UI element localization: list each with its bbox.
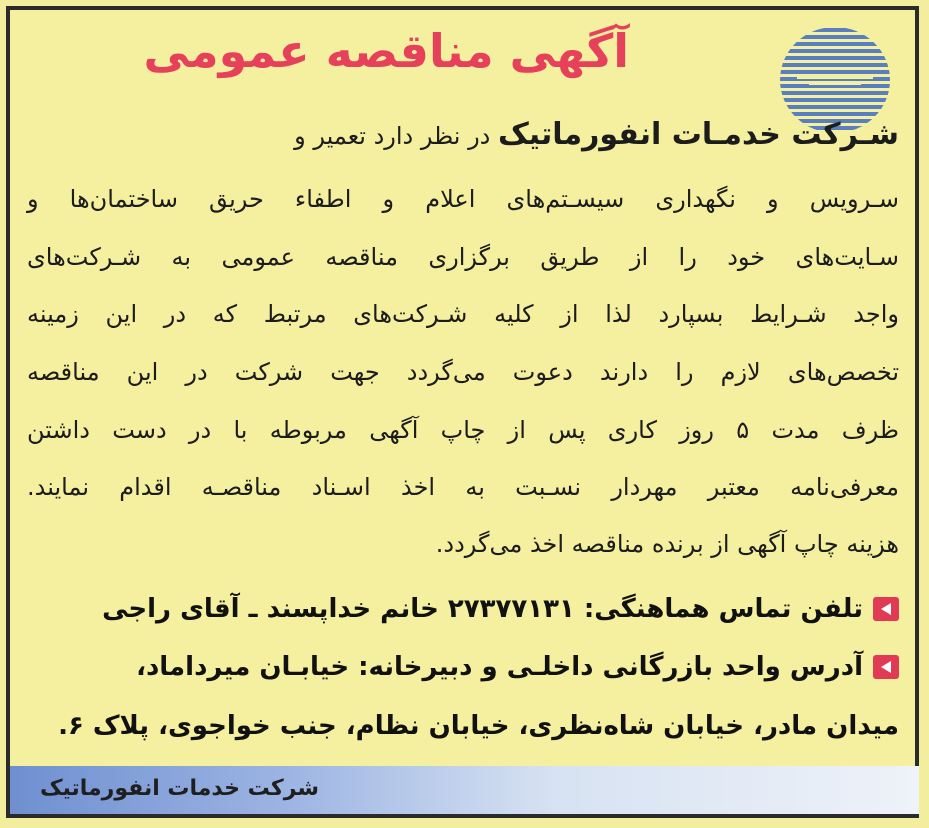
arrow-bullet-icon [873,655,899,679]
logo-stripe [779,56,891,60]
body-line-7: معرفی‌نامه معتبر مهردار نسـبت به اخذ اسـناد مناقصـه اقدام نمایند. [27,473,899,501]
logo-stripe [779,42,891,46]
logo-stripe [779,98,891,102]
company-name: شـرکت خدمـات انفورماتیک [498,117,899,152]
body-line-1-rest: در نظر دارد تعمیر و [294,122,498,150]
body-line-4: واجد شـرایط بسپارد لذا از کلیه شـرکت‌های مرتبط که در این زمینه [27,300,899,328]
contact-address-line-2 [27,711,899,741]
arrow-bullet-icon [873,597,899,621]
body-line-8: هزینه چاپ آگهی از برنده مناقصه اخذ می‌گردد. [435,530,899,558]
logo-stripe [779,49,891,53]
logo-stripe [779,70,891,74]
ad-title: آگهی مناقصه عمومی [143,24,629,78]
body-line-5: تخصص‌های لازم را دارند دعوت می‌گردد جهت شرکت در این مناقصه [27,358,899,386]
logo-stripe [779,63,891,67]
logo-stripe [779,35,891,39]
contact-phone [27,594,899,624]
footer-company-name: شرکت خدمات انفورماتیک [40,776,320,801]
logo-stripe [779,28,891,32]
contact-address [27,652,899,682]
contact-address-text-2: میدان مادر، خیابان شاه‌نظری، خیابان نظام، جنب خواجوی، پلاک ۶. [58,711,899,741]
body-line-2: سـرویس و نگهداری سیسـتم‌های اعلام و اطفاء حریق ساختمان‌ها و [27,185,899,213]
logo-stripe [779,105,891,109]
body-line-3: سـایت‌های خود را از طریق برگزاری مناقصه عمومی به شـرکت‌های [27,243,899,271]
footer-bar [10,766,919,814]
contact-address-text: آدرس واحد بازرگانی داخلـی و دبیرخانه: خیابـان میرداماد، [136,652,863,682]
logo-stripe [779,112,891,116]
logo-stripe [779,91,891,95]
body-line-6: ظرف مدت ۵ روز کاری پس از چاپ آگهی مربوطه با در دست داشتن [27,416,900,444]
contact-phone-text: تلفن تماس هماهنگی: ۲۷۳۷۷۱۳۱ خانم خداپسند ـ آقای راجی [102,594,863,624]
body-line-1 [27,117,899,152]
